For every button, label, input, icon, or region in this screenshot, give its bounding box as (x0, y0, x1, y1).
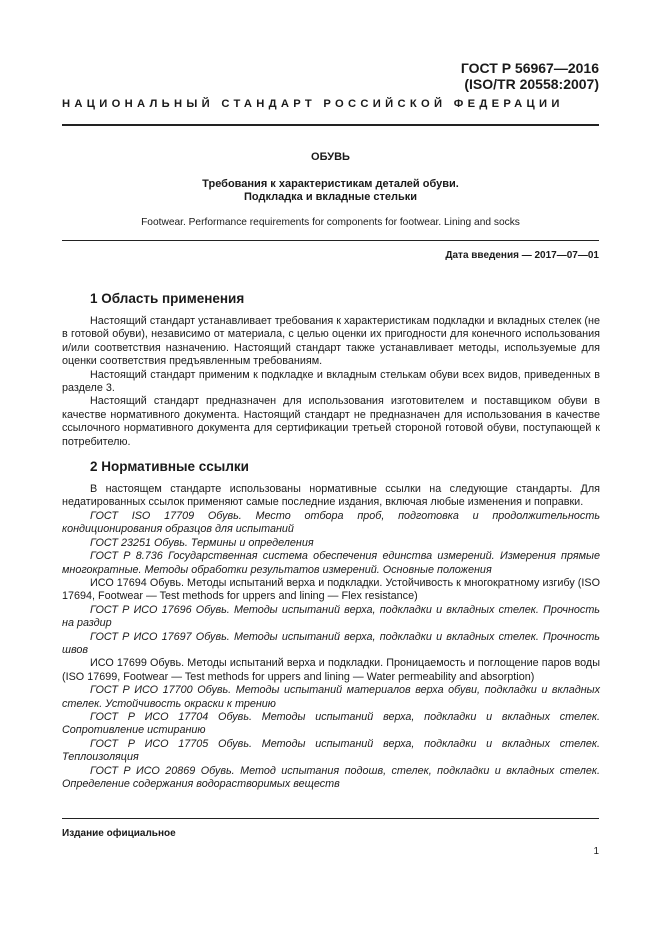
normative-reference: ГОСТ Р ИСО 17700 Обувь. Методы испытаний материалов верха обуви, подкладки и вкладных стелек. Устойчивость окраски к трению (62, 684, 600, 710)
national-standard-label: НАЦИОНАЛЬНЫЙ СТАНДАРТ РОССИЙСКОЙ ФЕДЕРАЦИИ (62, 98, 564, 110)
normative-reference: ГОСТ ISO 17709 Обувь. Место отбора проб, подготовка и продолжительность кондиционирования образцов для испытаний (62, 509, 600, 536)
section-1-paragraph: Настоящий стандарт предназначен для использования изготовителем и поставщиком обуви в качестве нормативного документа. Настоящий стандарт не предназначен для использования в качестве ссылочного нормативного документа для сертификации третьей стороной готовой обуви, поступающей к потребителю. (62, 395, 600, 448)
header-divider (62, 124, 599, 126)
normative-reference: ГОСТ Р 8.736 Государственная система обеспечения единства измерений. Измерения прямые многократные. Методы обработки результатов измерений. Основные положения (62, 550, 600, 576)
normative-reference: ГОСТ 23251 Обувь. Термины и определения (90, 536, 314, 549)
introduction-date: Дата введения — 2017—07—01 (445, 250, 599, 261)
normative-reference: ИСО 17699 Обувь. Методы испытаний верха и подкладки. Проницаемость и поглощение паров воды (ISO 17699, Footwear — Test methods for uppers and lining — Water permeability and absorption) (62, 657, 600, 683)
section-1-paragraph: Настоящий стандарт устанавливает требования к характеристикам подкладки и вкладных стелек (не в готовой обуви), независимо от материала, с целью оценки их пригодности для конечного использования и/или соответствия назначению. Настоящий стандарт также устанавливает методы, используемые для оценки соответствия предъявленным требованиям. (62, 315, 600, 368)
title-divider (62, 240, 599, 241)
normative-reference: ГОСТ Р ИСО 17697 Обувь. Методы испытаний верха, подкладки и вкладных стелек. Прочность швов (62, 630, 600, 656)
section-2-heading: 2 Нормативные ссылки (90, 459, 249, 475)
standard-title: ОБУВЬ (311, 151, 350, 163)
subtitle-line-1: Требования к характеристикам деталей обуви. (202, 178, 459, 190)
page-number: 1 (593, 846, 599, 857)
subtitle-line-2: Подкладка и вкладные стельки (243, 191, 418, 203)
normative-reference: ГОСТ Р ИСО 17696 Обувь. Методы испытаний верха, подкладки и вкладных стелек. Прочность на раздир (62, 603, 600, 630)
footer-divider (62, 818, 599, 819)
standard-subtitle (62, 178, 599, 204)
document-body (62, 290, 600, 791)
document-code-block (461, 60, 599, 92)
section-1-paragraph: Настоящий стандарт применим к подкладке и вкладным стелькам обуви всех видов, приведенных в разделе 3. (62, 368, 600, 395)
normative-reference: ГОСТ Р ИСО 17705 Обувь. Методы испытаний верха, подкладки и вкладных стелек. Теплоизоляция (62, 737, 600, 764)
normative-reference: ГОСТ Р ИСО 20869 Обувь. Метод испытания подошв, стелек, подкладки и вкладных стелек. Определение содержания водорастворимых веществ (62, 764, 600, 790)
gost-code: ГОСТ Р 56967—2016 (460, 60, 599, 76)
iso-code: (ISO/TR 20558:2007) (464, 76, 599, 92)
official-edition-label: Издание официальное (62, 828, 176, 839)
section-gap (62, 449, 600, 458)
english-title: Footwear. Performance requirements for components for footwear. Lining and socks (141, 217, 520, 228)
section-1-heading: 1 Область применения (90, 291, 245, 306)
normative-reference: ИСО 17694 Обувь. Методы испытаний верха и подкладки. Устойчивость к многократному изгибу (ISO 17694, Footwear — Test methods for uppers and lining — Flex resistance) (62, 576, 600, 603)
normative-reference: ГОСТ Р ИСО 17704 Обувь. Методы испытаний верха, подкладки и вкладных стелек. Сопротивление истиранию (62, 710, 600, 737)
section-2-intro: В настоящем стандарте использованы нормативные ссылки на следующие стандарты. Для недатированных ссылок применяют самые последние издания, включая любые изменения и поправки. (62, 483, 600, 509)
